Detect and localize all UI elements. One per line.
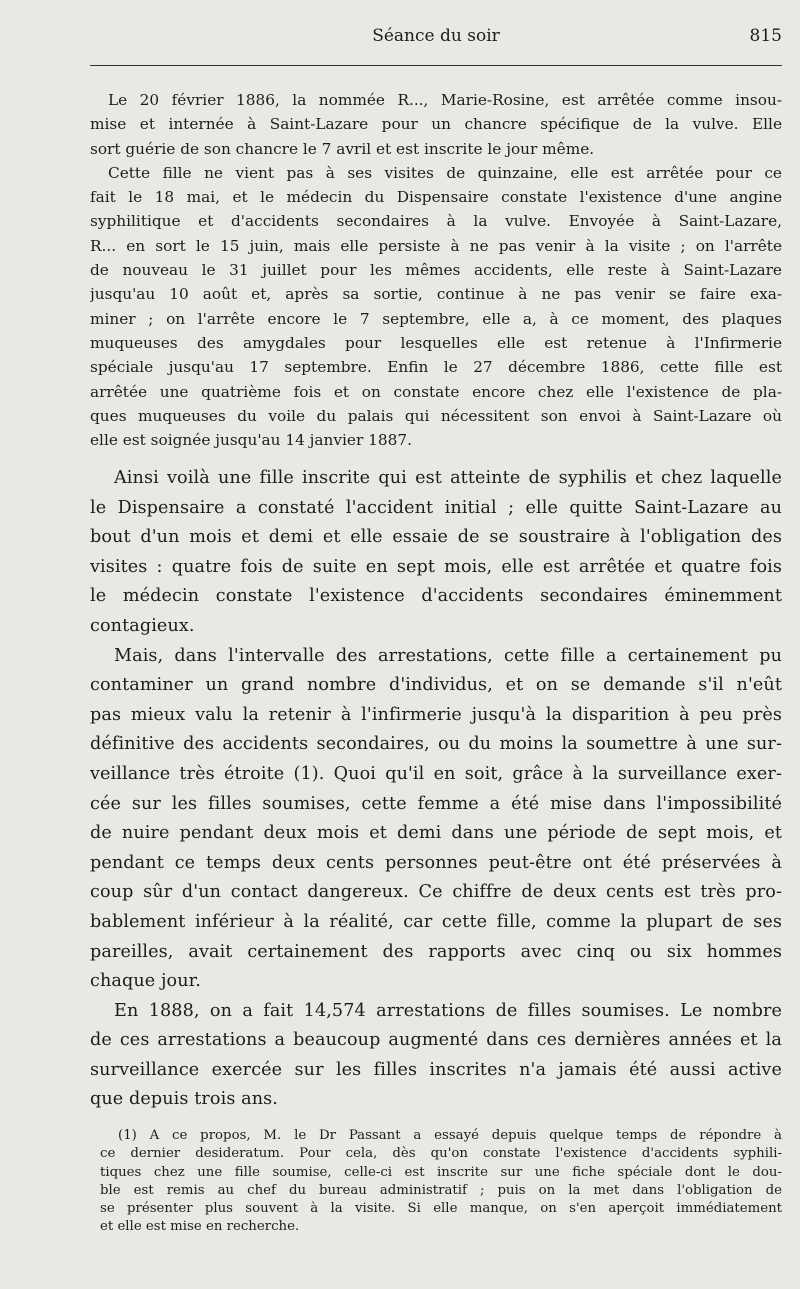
text-line: ble est remis au chef du bureau administratif ; puis on la met dans l'obligation de: [100, 1182, 782, 1198]
text-line: pas mieux valu la retenir à l'infirmerie jusqu'à la disparition à peu près: [90, 704, 782, 725]
paragraph: [90, 642, 782, 997]
text-line: En 1888, on a fait 14,574 arrestations de filles soumises. Le nombre: [114, 1000, 782, 1021]
text-line: et elle est mise en recherche.: [100, 1219, 300, 1235]
text-line: bablement inférieur à la réalité, car cette fille, comme la plupart de ses: [90, 911, 782, 932]
text-line: muqueuses des amygdales pour lesquelles elle est retenue à l'Infirmerie: [90, 333, 782, 352]
text-line: pendant ce temps deux cents personnes peut-être ont été préservées à: [90, 852, 782, 873]
text-line: fait le 18 mai, et le médecin du Dispensaire constate l'existence d'une angine: [90, 188, 782, 207]
text-line: pareilles, avait certainement des rapports avec cinq ou six hommes: [90, 941, 782, 962]
text-line: Le 20 février 1886, la nommée R..., Marie-Rosine, est arrêtée comme insou-: [108, 91, 782, 109]
text-line: arrêtée une quatrième fois et on constate encore chez elle l'existence de pla-: [90, 382, 782, 401]
text-line: surveillance exercée sur les filles inscrites n'a jamais été aussi active: [90, 1059, 782, 1080]
text-line: tiques chez une fille soumise, celle-ci est inscrite sur une fiche spéciale dont le dou-: [100, 1164, 782, 1180]
text-line: ques muqueuses du voile du palais qui nécessitent son envoi à Saint-Lazare où: [90, 406, 782, 425]
text-line: cée sur les filles soumises, cette femme a été mise dans l'impossibilité: [90, 793, 782, 814]
text-line: contaminer un grand nombre d'individus, et on se demande s'il n'eût: [90, 675, 782, 696]
text-line: elle est soignée jusqu'au 14 janvier 1887.: [90, 431, 412, 450]
text-line: se présenter plus souvent à la visite. Si elle manque, on s'en aperçoit immédiatement: [100, 1201, 782, 1217]
page-number: 815: [749, 26, 782, 46]
footnote: [100, 1127, 782, 1237]
text-line: (1) A ce propos, M. le Dr Passant a essayé depuis quelque temps de répondre à: [118, 1128, 782, 1143]
text-line: jusqu'au 10 août et, après sa sortie, continue à ne pas venir se faire exa-: [90, 285, 782, 304]
text-line: de ces arrestations a beaucoup augmenté dans ces dernières années et la: [90, 1030, 782, 1051]
text-line: de nouveau le 31 juillet pour les mêmes accidents, elle reste à Saint-Lazare: [90, 261, 782, 280]
text-line: de nuire pendant deux mois et demi dans une période de sept mois, et: [90, 823, 782, 844]
text-line: le médecin constate l'existence d'accidents secondaires éminemment: [90, 586, 782, 607]
running-header: [90, 26, 782, 54]
text-line: définitive des accidents secondaires, ou du moins la soumettre à une sur-: [90, 734, 782, 755]
case-report: [90, 88, 782, 452]
text-line: syphilitique et d'accidents secondaires à la vulve. Envoyée à Saint-Lazare,: [90, 212, 782, 231]
body-text: [90, 464, 782, 1115]
text-line: que depuis trois ans.: [90, 1089, 278, 1110]
paragraph: [90, 88, 782, 161]
text-line: coup sûr d'un contact dangereux. Ce chiffre de deux cents est très pro-: [90, 882, 782, 903]
text-line: Cette fille ne vient pas à ses visites de quinzaine, elle est arrêtée pour ce: [108, 163, 782, 182]
text-line: visites : quatre fois de suite en sept mois, elle est arrêtée et quatre fois: [90, 556, 782, 577]
text-line: le Dispensaire a constaté l'accident initial ; elle quitte Saint-Lazare au: [90, 497, 782, 518]
text-line: Ainsi voilà une fille inscrite qui est atteinte de syphilis et chez laquelle: [114, 468, 782, 488]
text-line: miner ; on l'arrête encore le 7 septembre, elle a, à ce moment, des plaques: [90, 309, 782, 328]
header-rule: [90, 65, 782, 66]
paragraph: [90, 161, 782, 453]
text-line: R... en sort le 15 juin, mais elle persiste à ne pas venir à la visite ; on l'arrête: [90, 236, 782, 255]
text-line: ce dernier desideratum. Pour cela, dès qu'on constate l'existence d'accidents syphili-: [100, 1146, 782, 1162]
text-line: veillance très étroite (1). Quoi qu'il en soit, grâce à la surveillance exer-: [90, 763, 782, 784]
running-title: Séance du soir: [372, 26, 500, 46]
text-line: mise et internée à Saint-Lazare pour un chancre spécifique de la vulve. Elle: [90, 115, 782, 134]
paragraph: [90, 997, 782, 1115]
text-line: spéciale jusqu'au 17 septembre. Enfin le 27 décembre 1886, cette fille est: [90, 358, 782, 377]
text-line: chaque jour.: [90, 971, 201, 992]
paragraph: [90, 464, 782, 642]
text-line: sort guérie de son chancre le 7 avril et est inscrite le jour même.: [90, 139, 595, 158]
text-line: Mais, dans l'intervalle des arrestations, cette fille a certainement pu: [114, 645, 782, 666]
text-line: contagieux.: [90, 615, 195, 636]
text-line: bout d'un mois et demi et elle essaie de se soustraire à l'obligation des: [90, 527, 782, 548]
